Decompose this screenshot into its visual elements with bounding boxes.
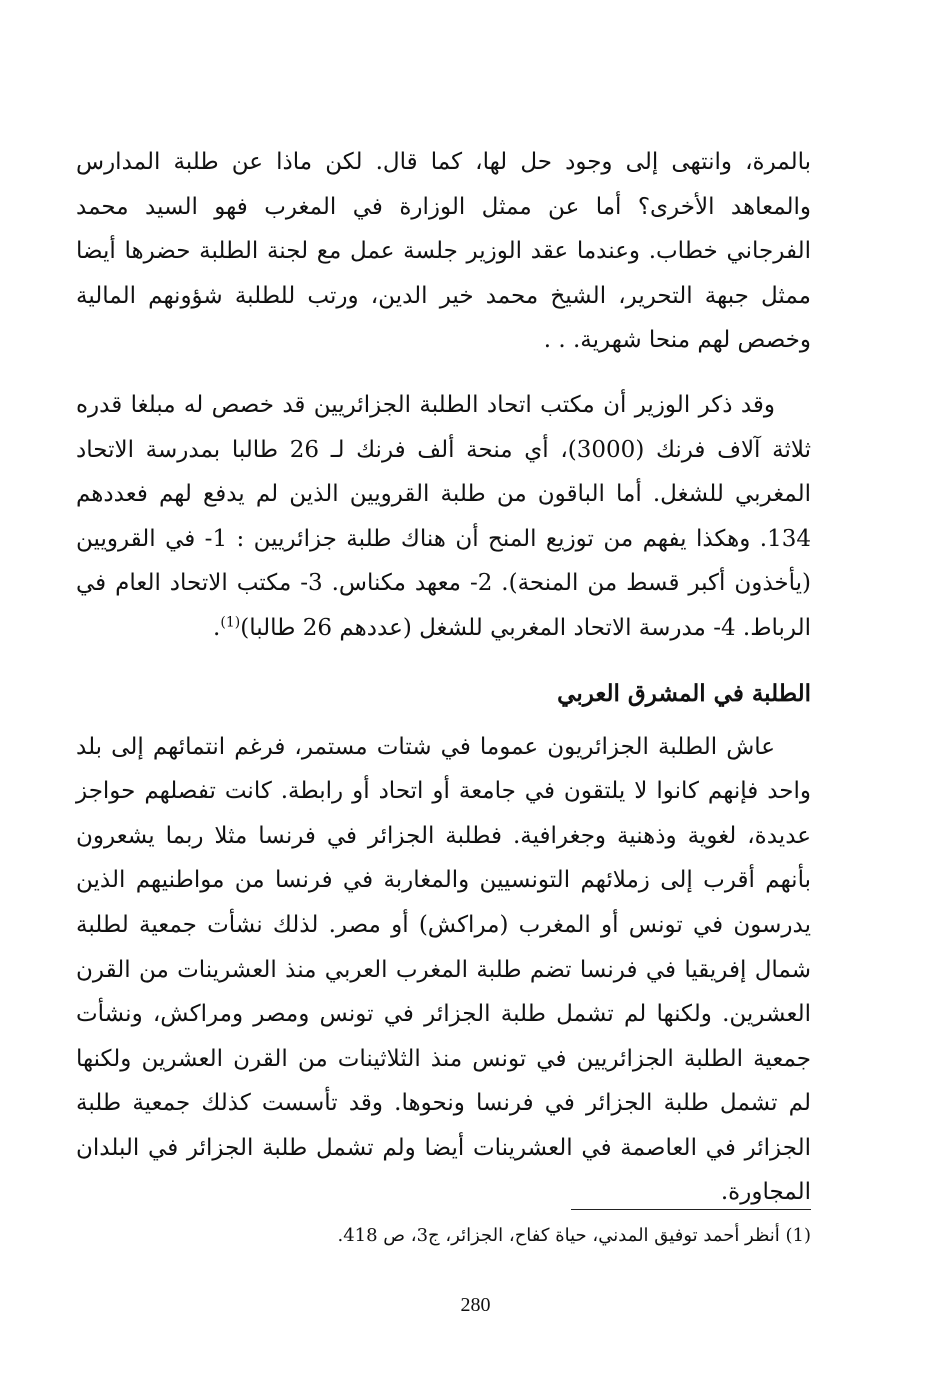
page-body [76,140,811,1215]
footnote-divider [571,1209,811,1210]
paragraph-2-text: وقد ذكر الوزير أن مكتب اتحاد الطلبة الجزائريين قد خصص له مبلغا قدره ثلاثة آلاف فرنك (3000)، أي منحة ألف فرنك لـ 26 طالبا بمدرسة الاتحاد المغربي للشغل. أما الباقون من طلبة القرويين الذين لم يدفع لهم فعددهم 134. وهكذا يفهم من توزيع المنح أن هناك طلبة جزائريين : 1- في القرويين (يأخذون أكبر قسط من المنحة). 2- معهد مكناس. 3- مكتب الاتحاد العام في الرباط. 4- مدرسة الاتحاد المغربي للشغل (عددهم 26 طالبا) [76,391,811,641]
paragraph-2 [76,383,811,651]
paragraph-1: بالمرة، وانتهى إلى وجود حل لها، كما قال. لكن ماذا عن طلبة المدارس والمعاهد الأخرى؟ أما عن ممثل الوزارة في المغرب فهو السيد محمد الفرجاني خطاب. وعندما عقد الوزير جلسة عمل مع لجنة الطلبة حضرها أيضا ممثل جبهة التحرير، الشيخ محمد خير الدين، ورتب للطلبة شؤونهم المالية وخصص لهم منحا شهرية. . . [76,149,811,354]
page-number: 280 [460,1294,491,1316]
paragraph-2-end: . [213,614,221,641]
paragraph-3: عاش الطلبة الجزائريون عموما في شتات مستمر، فرغم انتمائهم إلى بلد واحد فإنهم كانوا لا يلتقون في جامعة أو اتحاد أو رابطة. كانت تفصلهم حواجز عديدة، لغوية وذهنية وجغرافية. فطلبة الجزائر في فرنسا مثلا ربما يشعرون بأنهم أقرب إلى زملائهم التونسيين والمغاربة في فرنسا من مواطنيهم الذين يدرسون في تونس أو المغرب (مراكش) أو مصر. لذلك نشأت جمعية لطلبة شمال إفريقيا في فرنسا تضم طلبة المغرب العربي منذ العشرينات من القرن العشرين. ولكنها لم تشمل طلبة الجزائر في تونس ومصر ومراكش، ونشأت جمعية الطلبة الجزائريين في تونس منذ الثلاثينات من القرن العشرين ولكنها لم تشمل طلبة الجزائر في فرنسا ونحوها. وقد تأسست كذلك جمعية طلبة الجزائر في العاصمة في العشرينات أيضا ولم تشمل طلبة الجزائر في البلدان المجاورة. [76,733,811,1206]
footnote: (1) أنظر أحمد توفيق المدني، حياة كفاح، الجزائر، ج3، ص 418. [337,1225,811,1246]
section-heading: الطلبة في المشرق العربي [557,679,811,707]
footnote-reference[interactable]: (1) [220,614,241,631]
